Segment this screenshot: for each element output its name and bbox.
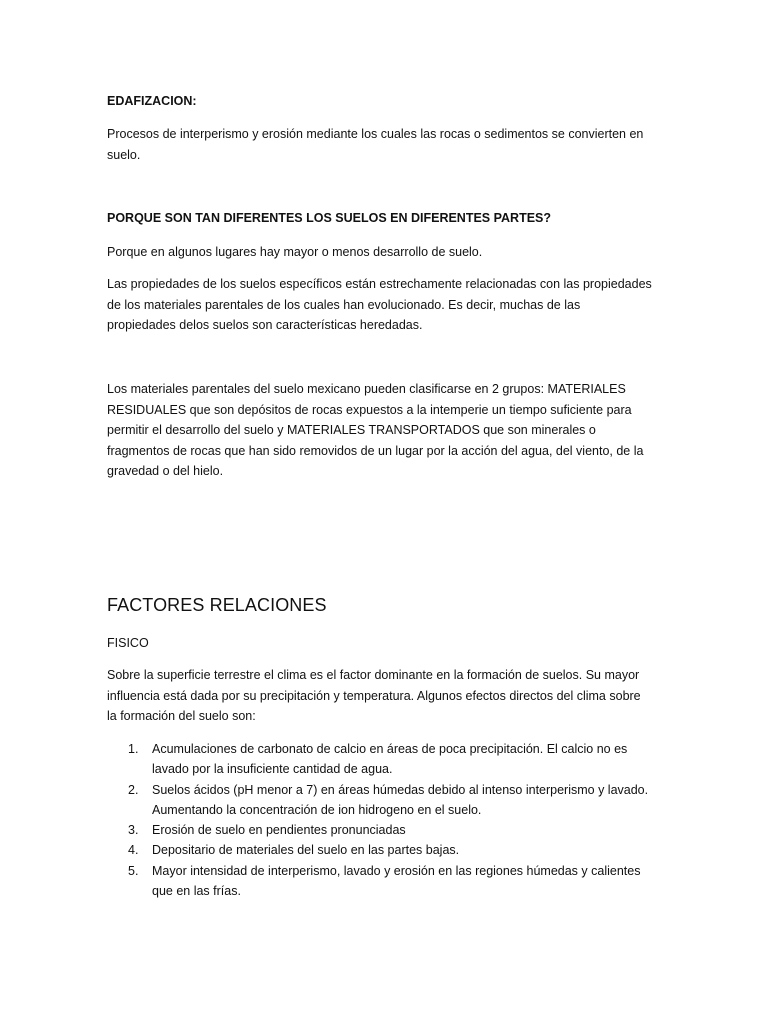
list-item (107, 840, 652, 860)
list-item-number: 1. (128, 742, 139, 756)
fisico-label: FISICO (107, 636, 149, 650)
question-title: PORQUE SON TAN DIFERENTES LOS SUELOS EN DIFERENTES PARTES? (107, 211, 552, 225)
list-item-number: 5. (128, 863, 139, 878)
list-item-number: 4. (128, 843, 139, 858)
edafizacion-definition: Procesos de interperismo y erosión mediante los cuales las rocas o sedimentos se convierten en suelo. (107, 127, 644, 162)
list-item (107, 861, 652, 902)
list-item-text: Mayor intensidad de interperismo, lavado y erosión en las regiones húmedas y calientes que en las frías. (152, 863, 641, 899)
climate-paragraph: Sobre la superficie terrestre el clima es el factor dominante en la formación de suelos. Su mayor influencia está dada por su precipitación y temperatura. Algunos efectos directos del clima sobre la formación del suelo son: (107, 668, 641, 723)
list-item (107, 820, 652, 840)
factors-heading: FACTORES RELACIONES (107, 595, 327, 615)
answer-paragraph: Porque en algunos lugares hay mayor o menos desarrollo de suelo. (107, 245, 483, 259)
list-item (107, 780, 652, 821)
list-item (107, 739, 652, 780)
list-item-number: 2. (128, 782, 139, 797)
climate-effects-list (107, 739, 652, 901)
edafizacion-title: EDAFIZACION: (107, 94, 197, 108)
list-item-text: Acumulaciones de carbonato de calcio en áreas de poca precipitación. El calcio no es lavado por la insuficiente cantidad de agua. (152, 742, 628, 777)
list-item-number: 3. (128, 823, 139, 838)
materials-paragraph: Los materiales parentales del suelo mexicano pueden clasificarse en 2 grupos: MATERIALES RESIDUALES que son depósitos de rocas expuestos a la intemperie un tiempo suficiente para permitir el desarrollo del suelo y MATERIALES TRANSPORTADOS que son minerales o fragmentos de rocas que han sido removidos de un lugar por la acción del agua, del viento, de la gravedad o del hielo. (107, 382, 644, 478)
list-item-text: Depositario de materiales del suelo en las partes bajas. (152, 843, 460, 858)
properties-paragraph: Las propiedades de los suelos específicos están estrechamente relacionadas con las propiedades de los materiales parentales de los cuales han evolucionado. Es decir, muchas de las propiedades delos suelos son características heredadas. (107, 277, 652, 332)
list-item-text: Erosión de suelo en pendientes pronunciadas (152, 823, 406, 838)
list-item-text: Suelos ácidos (pH menor a 7) en áreas húmedas debido al intenso interperismo y lavado. Aumentando la concentración de ion hidrogeno en el suelo. (152, 782, 649, 817)
